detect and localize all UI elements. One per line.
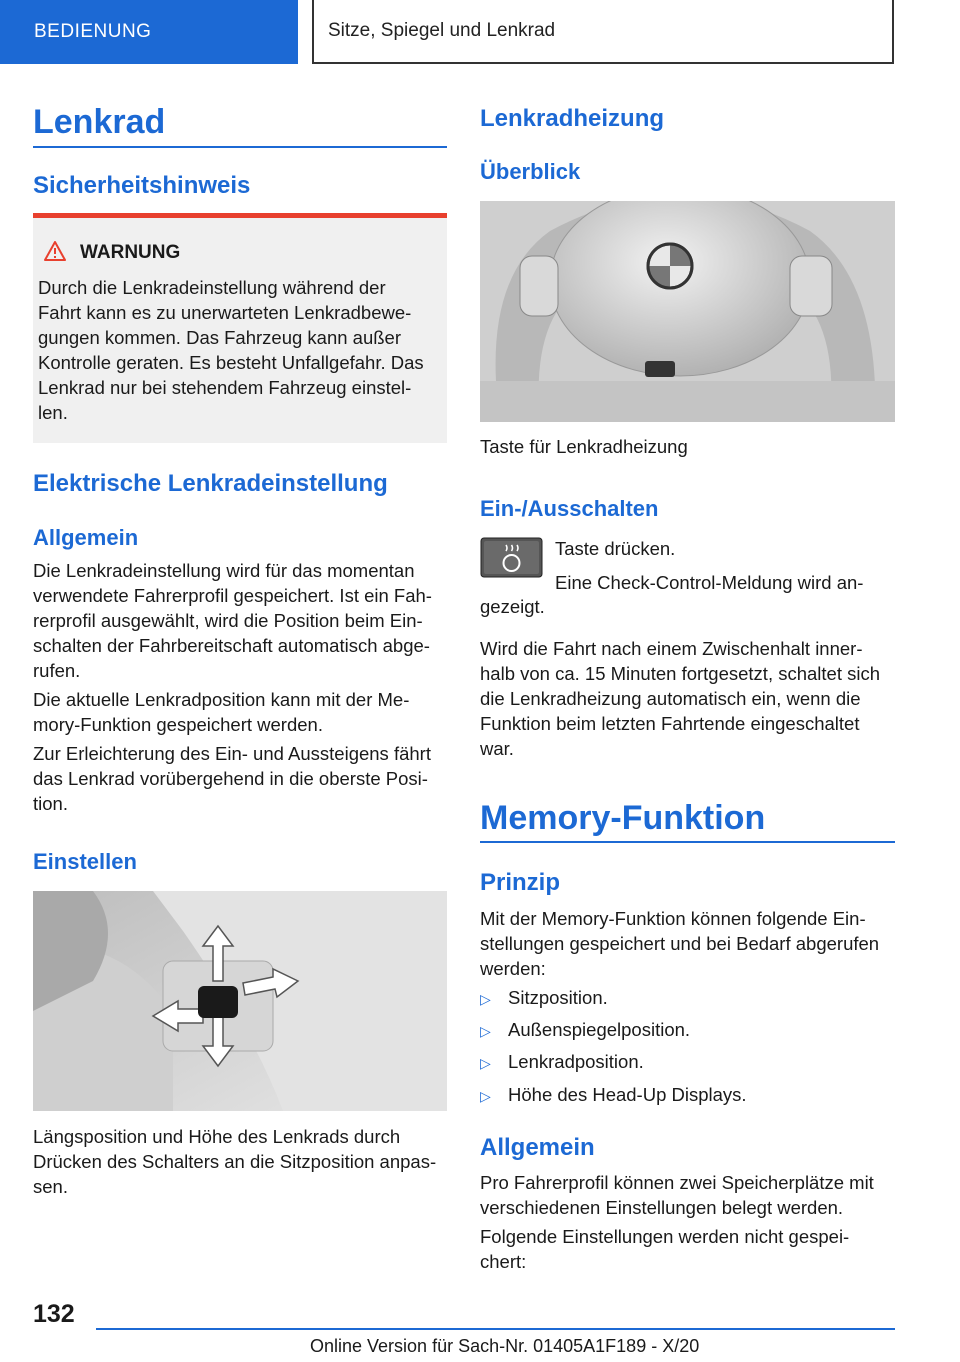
general-heading: Allgemein: [33, 525, 139, 550]
title-rule: [33, 146, 447, 148]
warning-text: Durch die Lenkradeinstellung während der Fahrt kann es zu unerwarteten Lenkradbewe- gungen kommen. Das Fahrzeug kann außer Kontrolle geraten. Es besteht Unfallgefahr. Das Lenkrad nur bei stehendem Fahrzeug einstel- len.: [38, 277, 424, 423]
bullet-triangle-icon: ▷: [480, 1088, 491, 1104]
onoff-heading: Ein-/Ausschalten: [480, 496, 659, 521]
general-text: Die Lenkradeinstellung wird für das momentan verwendete Fahrerprofil gespeichert. Ist ein Fah- rerprofil ausgewählt, wird die Position beim Ein- schalten der Fahrbereitschaft automatisch abge- rufen. Die aktuelle Lenkradposition kann mit der Me- mory-Funktion gespeichert werden. Zur Erleichterung des Ein- und Aussteigens fährt das Lenkrad vorübergehend in die oberste Posi- tion.: [33, 560, 432, 814]
online-version-note: Online Version für Sach-Nr. 01405A1F189 - X/20: [310, 1336, 700, 1356]
page-title: Lenkrad: [33, 103, 166, 141]
section-label: BEDIENUNG: [34, 21, 152, 42]
adjust-heading: Einstellen: [33, 849, 137, 874]
adjust-switch-image: [33, 891, 447, 1111]
principle-text: Mit der Memory-Funktion können folgende Ein- stellungen gespeichert und bei Bedarf abgerufen werden:: [480, 908, 880, 979]
bullet-triangle-icon: ▷: [480, 991, 491, 1007]
bullet-triangle-icon: ▷: [480, 1055, 491, 1071]
list-item: ▷ Lenkradposition.: [480, 1051, 644, 1072]
check-control-text-2: gezeigt.: [480, 596, 545, 617]
electric-adjust-heading: Elektrische Lenkradeinstellung: [33, 470, 388, 497]
overview-heading: Überblick: [480, 159, 581, 184]
warning-triangle-icon: [43, 240, 67, 262]
press-button-text: Taste drücken.: [555, 538, 676, 559]
list-item: ▷ Sitzposition.: [480, 987, 608, 1008]
steering-wheel-image: [480, 201, 895, 422]
warning-label: WARNUNG: [80, 242, 181, 263]
adjust-caption: Längsposition und Höhe des Lenkrads durch Drücken des Schalters an die Sitzposition anpas- sen.: [33, 1126, 437, 1197]
list-item: ▷ Außenspiegelposition.: [480, 1019, 691, 1040]
heating-heading: Lenkradheizung: [480, 105, 665, 132]
chapter-tab: [312, 0, 894, 64]
memory-general-heading: Allgemein: [480, 1134, 595, 1161]
memory-rule: [480, 841, 895, 843]
list-item: ▷ Höhe des Head-Up Displays.: [480, 1084, 747, 1105]
memory-general-text: Pro Fahrerprofil können zwei Speicherplätze mit verschiedenen Einstellungen belegt werden. Folgende Einstellungen werden nicht gespei- chert:: [480, 1172, 874, 1272]
resume-text: Wird die Fahrt nach einem Zwischenhalt inner- halb von ca. 15 Minuten fortgesetzt, schaltet sich die Lenkradheizung automatisch ein, wenn die Funktion beim letzten Fahrtende eingeschaltet war.: [480, 638, 881, 759]
check-control-text-1: Eine Check-Control-Meldung wird an-: [555, 572, 864, 593]
footer-rule: [96, 1328, 895, 1330]
chapter-label: Sitze, Spiegel und Lenkrad: [328, 20, 556, 41]
heated-wheel-button-icon: [480, 537, 543, 578]
principle-heading: Prinzip: [480, 869, 561, 896]
section-tab: [0, 0, 298, 64]
overview-caption: Taste für Lenkradheizung: [480, 436, 688, 457]
memory-title: Memory-Funktion: [480, 799, 766, 837]
safety-heading: Sicherheitshinweis: [33, 172, 251, 199]
page-number: 132: [33, 1300, 75, 1328]
bullet-triangle-icon: ▷: [480, 1023, 491, 1039]
